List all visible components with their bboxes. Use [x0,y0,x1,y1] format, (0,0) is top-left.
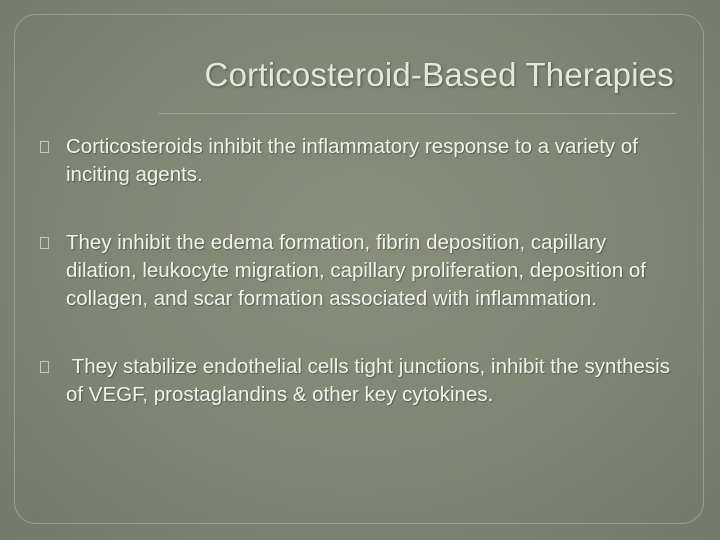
slide-title: Corticosteroid-Based Therapies [204,56,674,93]
bullet-text: They inhibit the edema formation, fibrin deposition, capillary dilation, leukocyte migration, capillary proliferation, deposition of collagen, and scar formation associated with inflammation. [66,231,647,310]
bullet-marker-icon [40,141,49,153]
bullet-list [40,133,680,409]
bullet-text: They stabilize endothelial cells tight junctions, inhibit the synthesis of VEGF, prostaglandins & other key cytokines. [66,355,676,406]
bullet-item [40,229,680,313]
title-divider [158,113,676,114]
bullet-text: Corticosteroids inhibit the inflammatory response to a variety of inciting agents. [66,135,638,186]
bullet-item [40,353,680,409]
bullet-marker-icon [40,237,49,249]
bullet-item [40,133,680,189]
bullet-marker-icon [40,361,49,373]
